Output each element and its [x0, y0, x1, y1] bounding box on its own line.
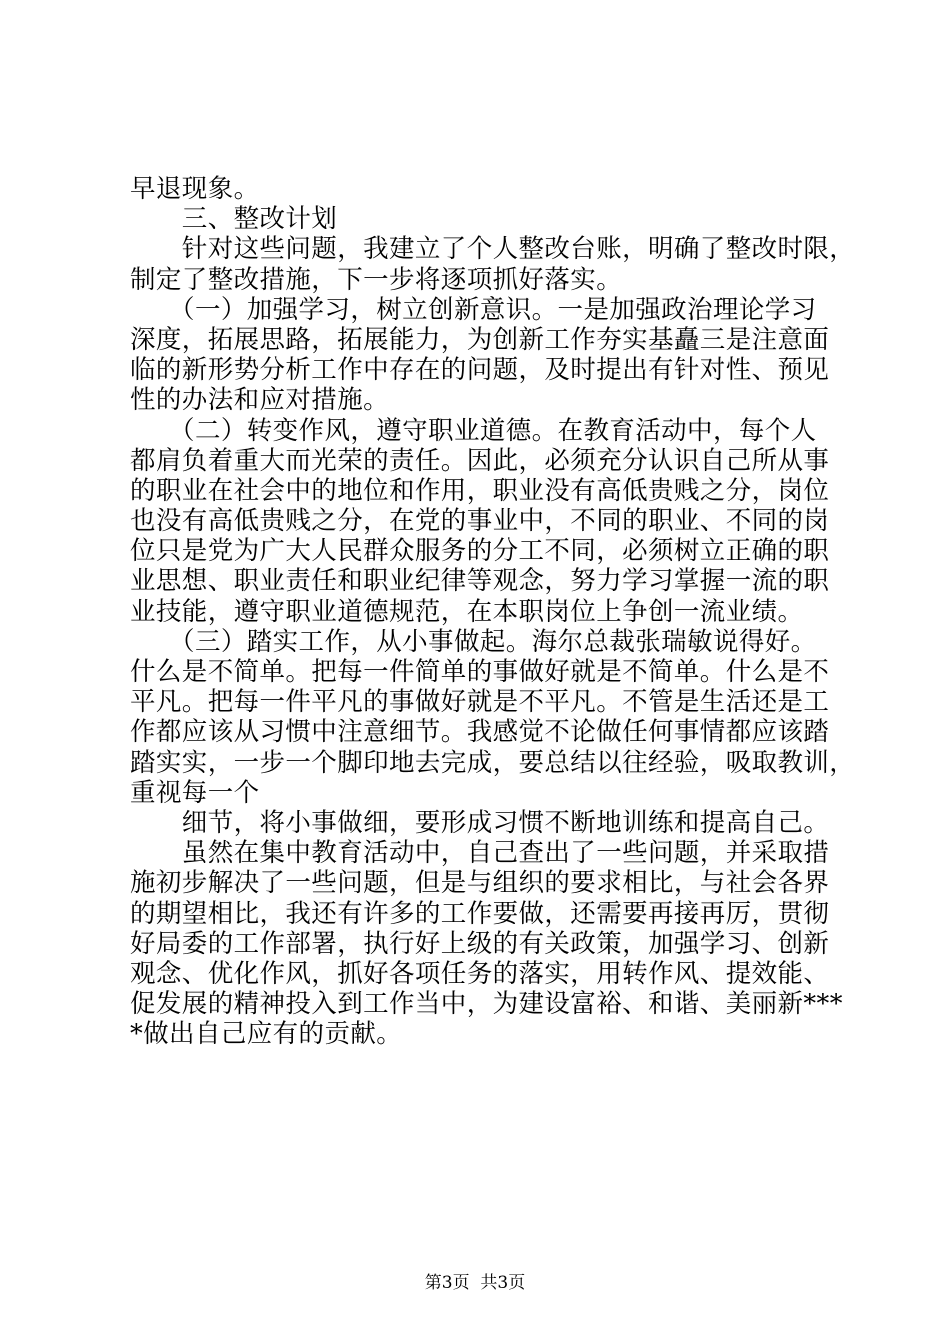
- text-line: 位只是党为广大人民群众服务的分工不同，必须树立正确的职: [130, 536, 830, 567]
- text-line: 深度，拓展思路，拓展能力，为创新工作夯实基矗三是注意面: [130, 324, 830, 355]
- text-line: 虽然在集中教育活动中，自己查出了一些问题，并采取措: [130, 838, 830, 869]
- text-line: 制定了整改措施，下一步将逐项抓好落实。: [130, 264, 623, 295]
- text-line: 踏实实，一步一个脚印地去完成，要总结以往经验，吸取教训，: [130, 747, 856, 778]
- text-line: 平凡。把每一件平凡的事做好就是不平凡。不管是生活还是工: [130, 687, 830, 718]
- section-heading: 三、整改计划: [130, 204, 338, 235]
- text-line: 业技能，遵守职业道德规范，在本职岗位上争创一流业绩。: [130, 596, 804, 627]
- text-line: *做出自己应有的贡献。: [130, 1019, 403, 1050]
- text-line: 的期望相比，我还有许多的工作要做，还需要再接再厉，贯彻: [130, 898, 830, 929]
- text-line: 施初步解决了一些问题，但是与组织的要求相比，与社会各界: [130, 868, 830, 899]
- text-line: 针对这些问题，我建立了个人整改台账，明确了整改时限，: [130, 234, 856, 265]
- text-line: 也没有高低贵贱之分，在党的事业中，不同的职业、不同的岗: [130, 506, 830, 537]
- text-line: 作都应该从习惯中注意细节。我感觉不论做任何事情都应该踏: [130, 717, 830, 748]
- text-line: （二）转变作风，遵守职业道德。在教育活动中，每个人: [130, 415, 817, 446]
- text-line: 临的新形势分析工作中存在的问题，及时提出有针对性、预见: [130, 355, 830, 386]
- document-body: [130, 174, 856, 1050]
- text-line: 重视每一个: [130, 777, 260, 808]
- text-line: 细节，将小事做细，要形成习惯不断地训练和提高自己。: [130, 807, 830, 838]
- text-line: 早退现象。: [130, 174, 260, 204]
- text-line: 业思想、职业责任和职业纪律等观念，努力学习掌握一流的职: [130, 566, 830, 597]
- page-number-label: 第3页 共3页: [424, 1273, 526, 1293]
- text-line: 什么是不简单。把每一件简单的事做好就是不简单。什么是不: [130, 657, 830, 687]
- page-footer: [0, 1272, 950, 1294]
- text-line: 促发展的精神投入到工作当中，为建设富裕、和谐、美丽新***: [130, 989, 843, 1020]
- text-line: 好局委的工作部署，执行好上级的有关政策，加强学习、创新: [130, 928, 830, 959]
- text-line: 都肩负着重大而光荣的责任。因此，必须充分认识自己所从事: [130, 445, 830, 476]
- text-line: 观念、优化作风，抓好各项任务的落实，用转作风、提效能、: [130, 958, 830, 989]
- text-line: 性的办法和应对措施。: [130, 385, 390, 416]
- text-line: （三）踏实工作，从小事做起。海尔总裁张瑞敏说得好。: [130, 626, 817, 657]
- text-line: （一）加强学习，树立创新意识。一是加强政治理论学习: [130, 294, 817, 325]
- text-line: 的职业在社会中的地位和作用，职业没有高低贵贱之分，岗位: [130, 475, 830, 506]
